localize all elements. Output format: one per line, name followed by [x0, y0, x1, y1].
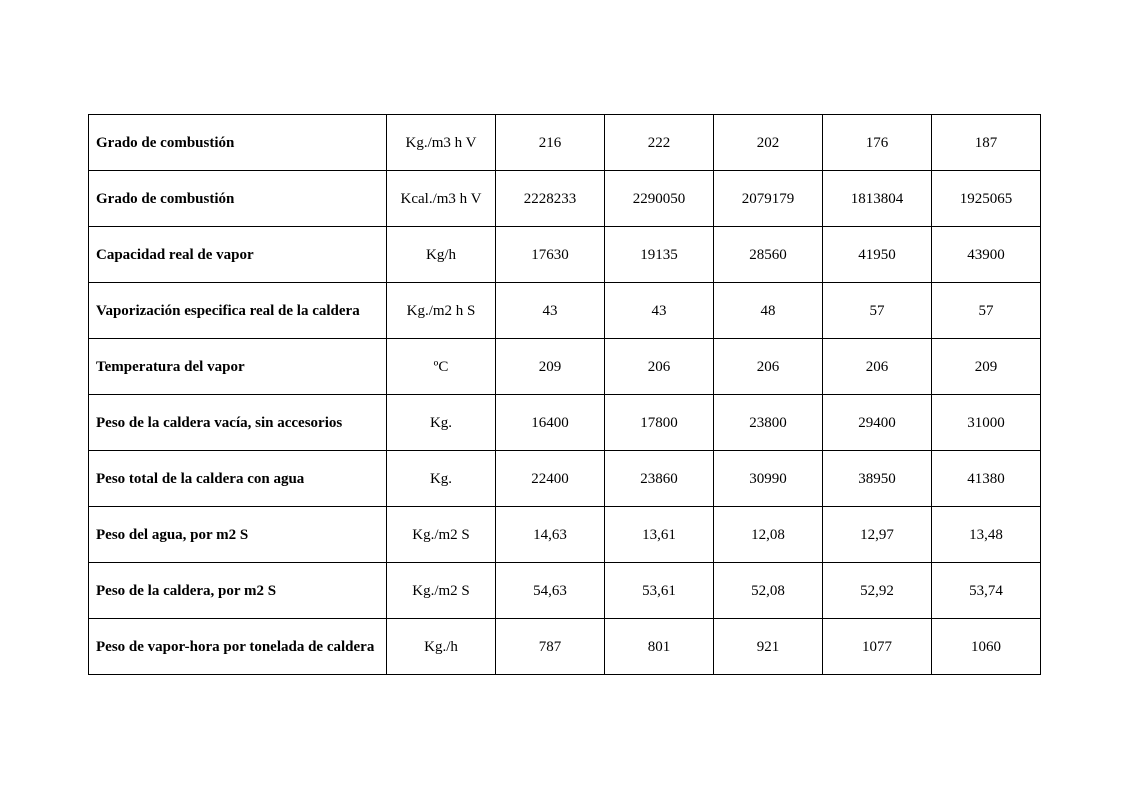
unit-cell	[387, 507, 496, 563]
row-value: 12,08	[751, 527, 785, 543]
row-label-cell	[89, 171, 387, 227]
value-cell	[605, 451, 714, 507]
unit-cell	[387, 339, 496, 395]
row-label-cell	[89, 227, 387, 283]
value-cell	[714, 563, 823, 619]
table-row	[89, 395, 1041, 451]
row-value: 41380	[967, 471, 1005, 487]
value-cell	[496, 283, 605, 339]
value-cell	[496, 339, 605, 395]
row-value: 206	[647, 359, 671, 375]
value-cell	[605, 619, 714, 675]
row-label-cell	[89, 395, 387, 451]
value-cell	[496, 507, 605, 563]
unit-cell	[387, 563, 496, 619]
row-value: 23860	[640, 471, 678, 487]
value-cell	[714, 451, 823, 507]
row-value: 216	[538, 135, 562, 151]
value-cell	[932, 339, 1041, 395]
table-row	[89, 227, 1041, 283]
row-value: 187	[974, 135, 998, 151]
row-label: Temperatura del vapor	[96, 359, 245, 375]
table-row	[89, 115, 1041, 171]
row-value: 1060	[971, 639, 1001, 655]
row-label-cell	[89, 451, 387, 507]
table-row	[89, 283, 1041, 339]
row-value: 23800	[749, 415, 787, 431]
row-label: Peso de la caldera vacía, sin accesorios	[96, 415, 343, 431]
value-cell	[605, 115, 714, 171]
row-value: 176	[865, 135, 889, 151]
row-value: 53,61	[642, 583, 676, 599]
table-row	[89, 451, 1041, 507]
row-value: 38950	[858, 471, 896, 487]
row-label: Grado de combustión	[96, 191, 235, 207]
unit-cell	[387, 115, 496, 171]
value-cell	[714, 395, 823, 451]
row-value: 53,74	[969, 583, 1003, 599]
row-label-cell	[89, 619, 387, 675]
value-cell	[496, 395, 605, 451]
row-value: 17800	[640, 415, 678, 431]
value-cell	[605, 171, 714, 227]
row-value: 30990	[749, 471, 787, 487]
row-value: 28560	[749, 247, 787, 263]
value-cell	[823, 115, 932, 171]
row-unit: Kg./m2 S	[412, 583, 470, 599]
row-value: 41950	[858, 247, 896, 263]
row-unit: Kg./m3 h V	[405, 135, 477, 151]
value-cell	[932, 115, 1041, 171]
row-value: 1813804	[850, 191, 904, 207]
value-cell	[823, 619, 932, 675]
value-cell	[823, 563, 932, 619]
row-value: 22400	[531, 471, 569, 487]
row-value: 13,61	[642, 527, 676, 543]
unit-cell	[387, 283, 496, 339]
value-cell	[605, 563, 714, 619]
row-value: 209	[974, 359, 998, 375]
row-label: Peso de la caldera, por m2 S	[96, 583, 277, 599]
row-label: Vaporización especifica real de la caldera	[96, 303, 360, 319]
row-value: 43	[651, 303, 667, 319]
row-value: 57	[978, 303, 994, 319]
value-cell	[823, 507, 932, 563]
value-cell	[714, 283, 823, 339]
value-cell	[932, 507, 1041, 563]
value-cell	[823, 227, 932, 283]
row-value: 1925065	[959, 191, 1013, 207]
value-cell	[605, 283, 714, 339]
row-value: 52,92	[860, 583, 894, 599]
row-value: 209	[538, 359, 562, 375]
row-unit: Kg./m2 S	[412, 527, 470, 543]
value-cell	[932, 171, 1041, 227]
row-value: 13,48	[969, 527, 1003, 543]
row-unit: Kg/h	[426, 247, 456, 263]
row-value: 206	[756, 359, 780, 375]
boiler-data-table	[88, 114, 1041, 675]
table-row	[89, 619, 1041, 675]
value-cell	[932, 563, 1041, 619]
value-cell	[932, 227, 1041, 283]
value-cell	[605, 339, 714, 395]
row-value: 43900	[967, 247, 1005, 263]
row-label: Peso del agua, por m2 S	[96, 527, 249, 543]
row-unit: Kg.	[429, 415, 453, 431]
row-value: 12,97	[860, 527, 894, 543]
row-value: 48	[760, 303, 776, 319]
unit-cell	[387, 395, 496, 451]
row-value: 206	[865, 359, 889, 375]
table-row	[89, 563, 1041, 619]
value-cell	[932, 451, 1041, 507]
row-label-cell	[89, 563, 387, 619]
value-cell	[932, 283, 1041, 339]
value-cell	[496, 451, 605, 507]
unit-cell	[387, 619, 496, 675]
table-row	[89, 339, 1041, 395]
row-value: 29400	[858, 415, 896, 431]
value-cell	[605, 395, 714, 451]
row-label-cell	[89, 283, 387, 339]
unit-cell	[387, 451, 496, 507]
row-unit: Kg./h	[424, 639, 458, 655]
row-value: 202	[756, 135, 780, 151]
value-cell	[932, 619, 1041, 675]
row-value: 14,63	[533, 527, 567, 543]
value-cell	[714, 339, 823, 395]
row-value: 17630	[531, 247, 569, 263]
row-label-cell	[89, 339, 387, 395]
value-cell	[932, 395, 1041, 451]
row-unit: Kg./m2 h S	[406, 303, 476, 319]
value-cell	[605, 507, 714, 563]
value-cell	[823, 283, 932, 339]
row-unit: Kcal./m3 h V	[400, 191, 482, 207]
value-cell	[714, 227, 823, 283]
value-cell	[823, 171, 932, 227]
row-value: 2079179	[741, 191, 795, 207]
row-value: 222	[647, 135, 671, 151]
value-cell	[496, 227, 605, 283]
table-row	[89, 171, 1041, 227]
value-cell	[714, 507, 823, 563]
row-value: 57	[869, 303, 885, 319]
value-cell	[714, 171, 823, 227]
row-value: 2228233	[523, 191, 577, 207]
row-value: 52,08	[751, 583, 785, 599]
value-cell	[496, 115, 605, 171]
value-cell	[714, 619, 823, 675]
row-value: 801	[647, 639, 671, 655]
row-value: 921	[756, 639, 780, 655]
row-value: 19135	[640, 247, 678, 263]
row-unit: ºC	[433, 359, 449, 375]
row-unit: Kg.	[429, 471, 453, 487]
value-cell	[496, 171, 605, 227]
value-cell	[823, 451, 932, 507]
row-label-cell	[89, 115, 387, 171]
value-cell	[823, 339, 932, 395]
unit-cell	[387, 227, 496, 283]
row-value: 16400	[531, 415, 569, 431]
row-label: Grado de combustión	[96, 135, 235, 151]
row-label: Peso de vapor-hora por tonelada de caldera	[96, 639, 375, 655]
row-value: 54,63	[533, 583, 567, 599]
row-value: 2290050	[632, 191, 686, 207]
value-cell	[496, 619, 605, 675]
row-value: 1077	[862, 639, 892, 655]
row-label: Peso total de la caldera con agua	[96, 471, 305, 487]
row-value: 43	[542, 303, 558, 319]
value-cell	[823, 395, 932, 451]
value-cell	[496, 563, 605, 619]
table-row	[89, 507, 1041, 563]
value-cell	[605, 227, 714, 283]
row-value: 787	[538, 639, 562, 655]
row-label: Capacidad real de vapor	[96, 247, 254, 263]
row-value: 31000	[967, 415, 1005, 431]
value-cell	[714, 115, 823, 171]
unit-cell	[387, 171, 496, 227]
row-label-cell	[89, 507, 387, 563]
